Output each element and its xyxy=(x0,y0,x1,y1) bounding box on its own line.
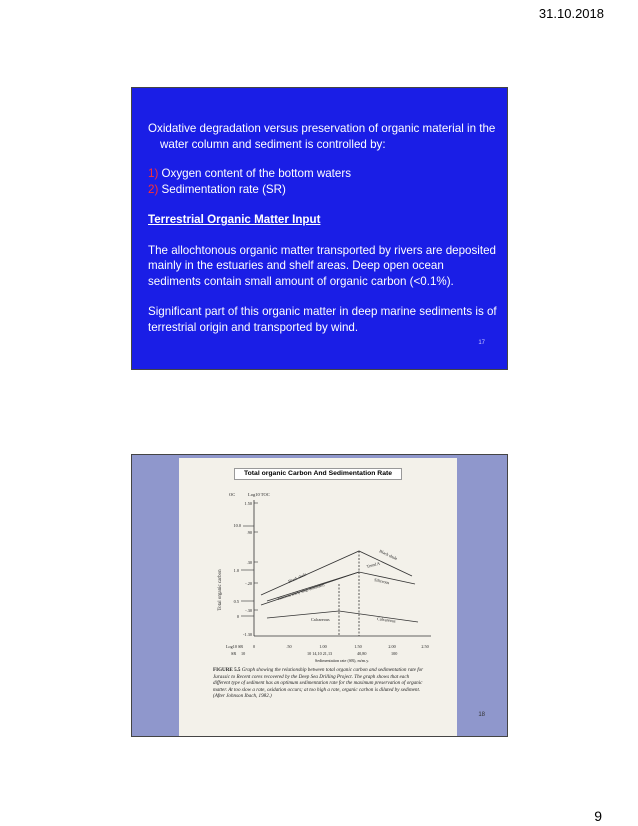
slide-number: 18 xyxy=(478,712,485,718)
x-log-tick: 2.00 xyxy=(388,644,396,649)
slide-17 xyxy=(131,87,508,370)
page-number: 9 xyxy=(594,808,602,824)
oc-tick: 1.0 xyxy=(233,568,239,573)
log-tick: -.20 xyxy=(245,581,252,586)
header-date: 31.10.2018 xyxy=(538,6,604,21)
list-number: 1) xyxy=(148,167,159,180)
intro-text: Oxidative degradation versus preservation of organic material in the water column and sediment is controlled by: xyxy=(148,122,496,151)
log-header: Log10 TOC xyxy=(248,492,270,497)
list-item-1 xyxy=(148,166,498,182)
oc-tick: 0 xyxy=(236,614,239,619)
paragraph-1: The allochtonous organic matter transported by rivers are deposited mainly in the estuaries and shelf areas. Deep open ocean sediments contain small amount of organic carbon (<0.1%). xyxy=(148,243,496,288)
x-log-tick: 2.50 xyxy=(421,644,429,649)
list-text: Oxygen content of the bottom waters xyxy=(158,167,352,180)
curve-label: Black shale xyxy=(287,571,308,584)
curve-label: Trend A xyxy=(365,560,381,569)
log-sr-label: Log10 SR xyxy=(226,644,244,649)
list-number: 2) xyxy=(148,182,159,196)
figure-caption xyxy=(213,667,427,700)
section-heading: Terrestrial Organic Matter Input xyxy=(148,213,321,226)
list-text: Sedimentation rate (SR) xyxy=(158,182,286,196)
log-tick: .90 xyxy=(246,530,252,535)
slide-number: 17 xyxy=(478,339,485,346)
x-sr-tick: 100 xyxy=(391,651,398,656)
caption-label: FIGURE 5.5 xyxy=(213,667,241,673)
caption-text: Graph showing the relationship between total organic carbon and sedimentation rate for Jurassic to Recent cores recovered by the Deep Sea Drilling Project. The graph shows that each different type of sediment has an optimum sedimentation rate for the maximum preservation of organic matter. At too slow a rate, oxidation occurs; at too high a rate, organic carbon is diluted by sediment. (After Johnson Ibach, 1982.) xyxy=(213,667,424,700)
sr-label: SR xyxy=(231,651,237,656)
x-sr-tick: 40,80 xyxy=(357,651,367,656)
log-tick: -.30 xyxy=(245,608,252,613)
x-sr-tick: 10 14,10 21,13 xyxy=(307,651,333,656)
curve-label: Black shale xyxy=(378,548,399,562)
slide-17-body xyxy=(148,121,498,335)
slide-18 xyxy=(131,454,508,737)
curve-label: Siliceous (early diag. dominant) xyxy=(277,582,325,601)
x-axis-label: Sedimentation rate (SR), m/m.y. xyxy=(314,658,370,663)
oc-header: OC xyxy=(229,492,236,497)
x-log-tick: 0 xyxy=(252,644,256,649)
scanned-figure xyxy=(179,458,457,736)
x-sr-tick: 10 xyxy=(241,651,246,656)
paragraph-2: Significant part of this organic matter in deep marine sediments is of terrestrial origin and transported by wind. xyxy=(148,305,497,334)
log-tick: 1.50 xyxy=(244,501,252,506)
figure-title: Total organic Carbon And Sedimentation Rate xyxy=(234,468,402,480)
y-axis-label: Total organic carbon xyxy=(218,569,223,611)
log-tick: .30 xyxy=(246,560,252,565)
x-log-tick: 1.50 xyxy=(354,644,362,649)
oc-tick: 10.0 xyxy=(233,523,241,528)
curve-label: Siliceous xyxy=(373,577,390,586)
log-tick: -1.30 xyxy=(243,632,252,637)
curve-label: Calcareous xyxy=(376,616,396,624)
list-item-2 xyxy=(148,182,498,198)
curve-label: Calcareous xyxy=(311,617,330,622)
x-log-tick: 1.00 xyxy=(319,644,327,649)
x-log-tick: .50 xyxy=(286,644,292,649)
oc-tick: 0.5 xyxy=(233,599,239,604)
